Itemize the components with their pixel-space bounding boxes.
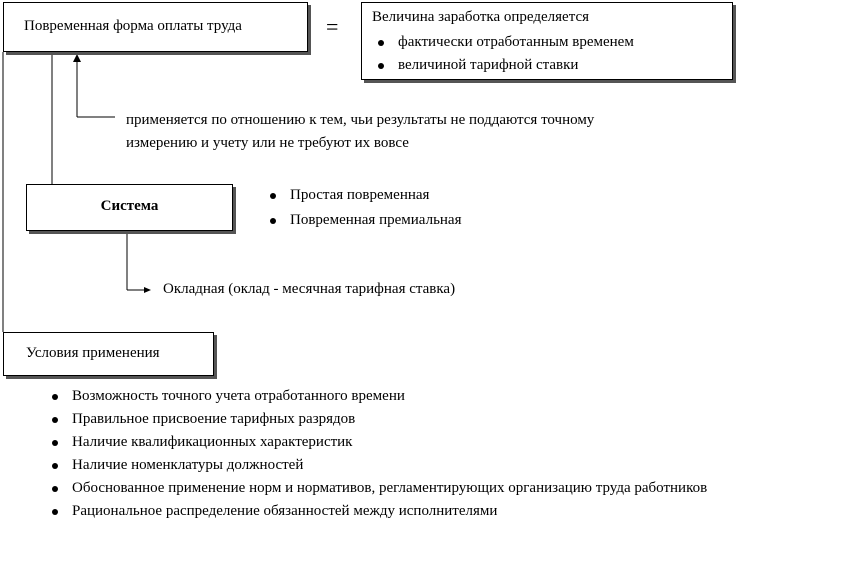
definition-box bbox=[361, 2, 733, 80]
conditions-box bbox=[3, 332, 214, 376]
equals-sign: = bbox=[326, 14, 339, 39]
system-box bbox=[26, 184, 233, 231]
definition-item: величиной тарифной ставки bbox=[372, 54, 634, 77]
condition-item: Наличие номенклатуры должностей bbox=[46, 454, 707, 477]
time-form-box bbox=[3, 2, 308, 52]
system-type-item: Простая повременная bbox=[264, 183, 462, 208]
salary-arrowhead bbox=[144, 287, 151, 293]
note-arrowhead bbox=[73, 54, 81, 62]
time-form-title: Повременная форма оплаты труда bbox=[24, 18, 242, 34]
condition-item: Правильное присвоение тарифных разрядов bbox=[46, 408, 707, 431]
condition-item: Наличие квалификационных характеристик bbox=[46, 431, 707, 454]
definition-list bbox=[372, 31, 634, 77]
system-title: Система bbox=[100, 198, 159, 214]
condition-item: Возможность точного учета отработанного времени bbox=[46, 385, 707, 408]
system-type-item: Повременная премиальная bbox=[264, 208, 462, 233]
definition-item: фактически отработанным временем bbox=[372, 31, 634, 54]
application-note bbox=[126, 109, 594, 155]
system-types-list bbox=[264, 183, 462, 233]
salary-system: Окладная (оклад - месячная тарифная ставка) bbox=[163, 281, 456, 297]
application-note-line1: применяется по отношению к тем, чьи результаты не поддаются точному bbox=[126, 112, 595, 128]
condition-item: Обоснованное применение норм и нормативов, регламентирующих организацию труда работников bbox=[46, 477, 707, 500]
application-note-line2: измерению и учету или не требуют их вовсе bbox=[126, 135, 409, 151]
definition-heading: Величина заработка определяется bbox=[372, 9, 589, 25]
conditions-list bbox=[46, 385, 707, 523]
condition-item: Рациональное распределение обязанностей между исполнителями bbox=[46, 500, 707, 523]
conditions-title: Условия применения bbox=[26, 345, 160, 361]
